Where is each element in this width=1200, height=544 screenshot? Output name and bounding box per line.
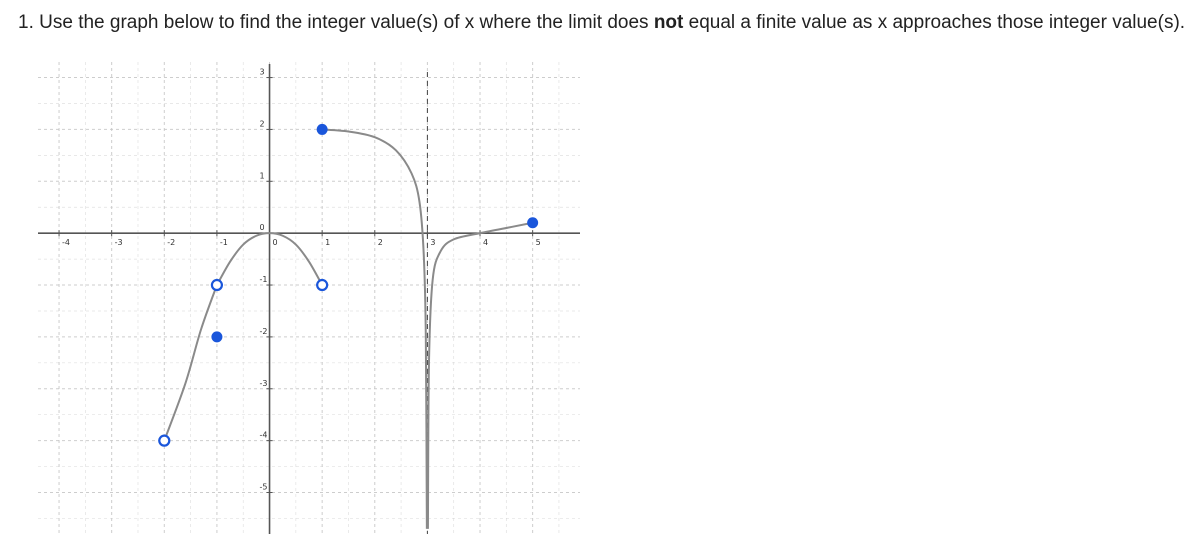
- x-tick-label: 5: [535, 238, 541, 248]
- question-number: 1.: [18, 12, 34, 33]
- tick-labels: [62, 68, 541, 492]
- x-tick-label: 3: [430, 238, 436, 248]
- x-tick-label: -1: [219, 238, 228, 248]
- x-tick-label: -3: [114, 238, 123, 248]
- question-text-before: Use the graph below to find the integer value(s) of x where the limit does: [39, 12, 649, 33]
- x-tick-label: 2: [377, 238, 383, 248]
- y-tick-label: -2: [259, 326, 268, 336]
- closed-point: [211, 331, 222, 342]
- axes: [38, 64, 580, 534]
- question-bold-word: not: [653, 12, 684, 33]
- closed-point: [317, 124, 328, 135]
- y-tick-label: -1: [259, 275, 268, 285]
- y-tick-label: 2: [259, 119, 265, 129]
- question-text-after: equal a finite value as x approaches those integer value(s).: [688, 12, 1186, 33]
- y-tick-label: -5: [259, 482, 268, 492]
- y-tick-label: 0: [259, 223, 265, 233]
- x-tick-label: 0: [272, 238, 278, 248]
- x-tick-label: 1: [325, 238, 331, 248]
- y-tick-label: 3: [259, 67, 265, 77]
- open-point: [317, 280, 327, 290]
- y-tick-label: 1: [259, 171, 265, 181]
- x-tick-label: -4: [62, 238, 71, 248]
- y-tick-label: -4: [259, 430, 268, 440]
- grid: [38, 62, 580, 534]
- open-point: [159, 436, 169, 446]
- closed-point: [527, 217, 538, 228]
- x-tick-label: -2: [167, 238, 176, 248]
- x-tick-label: 4: [483, 238, 489, 248]
- y-tick-label: -3: [259, 378, 268, 388]
- open-point: [212, 280, 222, 290]
